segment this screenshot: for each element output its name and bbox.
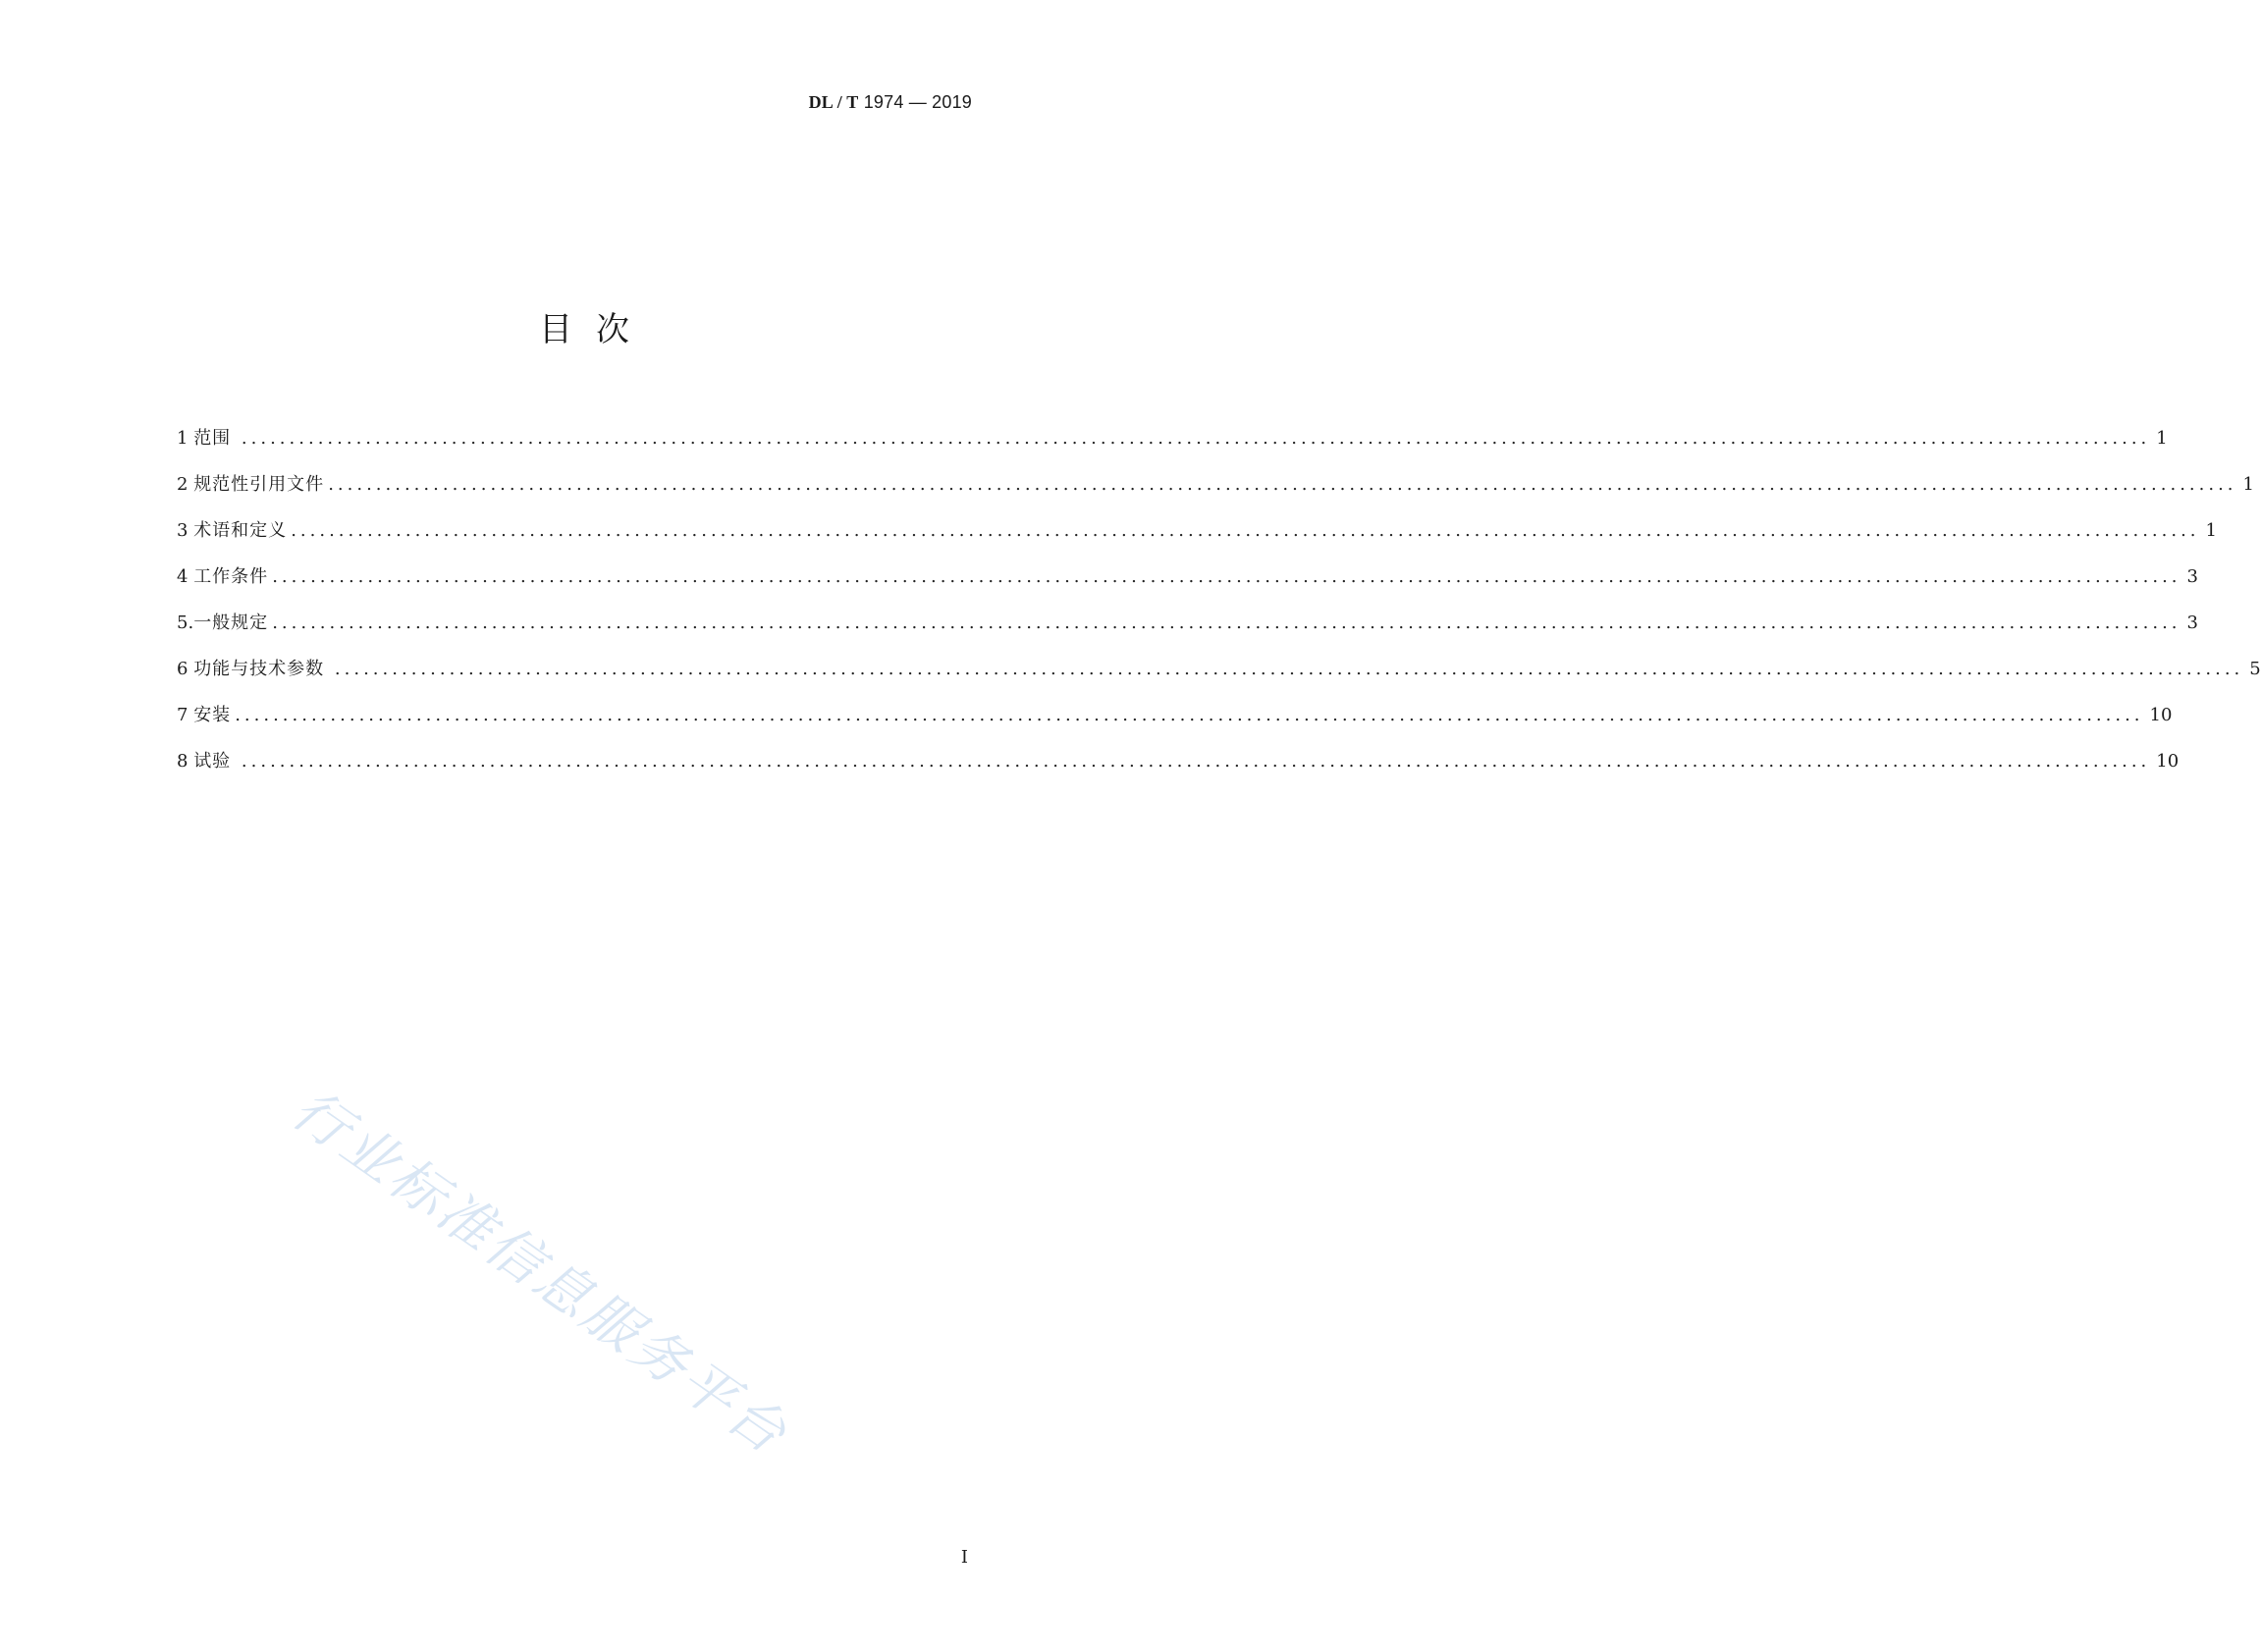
toc-entry-label: 范围 bbox=[193, 428, 238, 449]
toc-entry-label: 功能与技术参数 bbox=[193, 659, 331, 679]
toc-entry-label: 工作条件 bbox=[193, 566, 269, 587]
toc-entry[interactable] bbox=[177, 516, 2217, 562]
toc-entry-number: 5. bbox=[177, 613, 194, 633]
toc-entry-page: 1 bbox=[2156, 428, 2168, 449]
toc-entry-label: 术语和定义 bbox=[193, 520, 288, 541]
toc-leader-dots: ........................................................................................................................................................................................................ bbox=[272, 566, 2181, 587]
toc-entry-page: 1 bbox=[2205, 520, 2217, 541]
toc-leader-dots: ........................................................................................................................................................................................................ bbox=[235, 705, 2144, 725]
toc-leader-dots: ........................................................................................................................................................................................................ bbox=[241, 428, 2151, 449]
standard-code bbox=[809, 92, 972, 113]
watermark: 行业标准信息服务平台 bbox=[280, 1077, 800, 1468]
table-of-contents bbox=[177, 424, 2261, 793]
toc-leader-dots: ........................................................................................................................................................................................................ bbox=[328, 474, 2237, 495]
toc-leader-dots: ........................................................................................................................................................................................................ bbox=[241, 751, 2151, 772]
toc-leader-dots: ........................................................................................................................................................................................................ bbox=[334, 659, 2244, 679]
toc-entry-number: 4 bbox=[177, 566, 194, 587]
toc-entry-page: 10 bbox=[2149, 705, 2173, 725]
toc-entry-page: 5 bbox=[2249, 659, 2261, 679]
toc-entry-page: 10 bbox=[2156, 751, 2180, 772]
toc-entry-label: 试验 bbox=[193, 751, 238, 772]
toc-entry-page: 1 bbox=[2242, 474, 2254, 495]
toc-entry-number: 8 bbox=[177, 751, 194, 772]
toc-entry-page: 3 bbox=[2186, 566, 2198, 587]
toc-entry[interactable] bbox=[177, 655, 2261, 701]
toc-entry-label: 一般规定 bbox=[193, 613, 269, 633]
toc-entry-number: 6 bbox=[177, 659, 194, 679]
toc-entry[interactable] bbox=[177, 609, 2198, 655]
page-number: I bbox=[960, 1547, 968, 1568]
toc-leader-dots: ........................................................................................................................................................................................................ bbox=[272, 613, 2181, 633]
toc-entry-page: 3 bbox=[2186, 613, 2198, 633]
toc-entry-label: 规范性引用文件 bbox=[193, 474, 325, 495]
toc-entry[interactable] bbox=[177, 470, 2254, 516]
page-title: 目次 bbox=[539, 310, 653, 349]
toc-entry-number: 1 bbox=[177, 428, 194, 449]
toc-entry[interactable] bbox=[177, 424, 2168, 470]
toc-entry-number: 2 bbox=[177, 474, 194, 495]
standard-code-prefix: DL / T bbox=[808, 92, 859, 112]
toc-entry[interactable] bbox=[177, 562, 2198, 609]
toc-entry-number: 3 bbox=[177, 520, 194, 541]
standard-code-number: 1974 — 2019 bbox=[863, 92, 972, 112]
toc-entry-number: 7 bbox=[177, 705, 194, 725]
toc-leader-dots: ........................................................................................................................................................................................................ bbox=[291, 520, 2200, 541]
toc-entry[interactable] bbox=[177, 701, 2173, 747]
toc-entry[interactable] bbox=[177, 747, 2180, 793]
toc-entry-label: 安装 bbox=[193, 705, 232, 725]
